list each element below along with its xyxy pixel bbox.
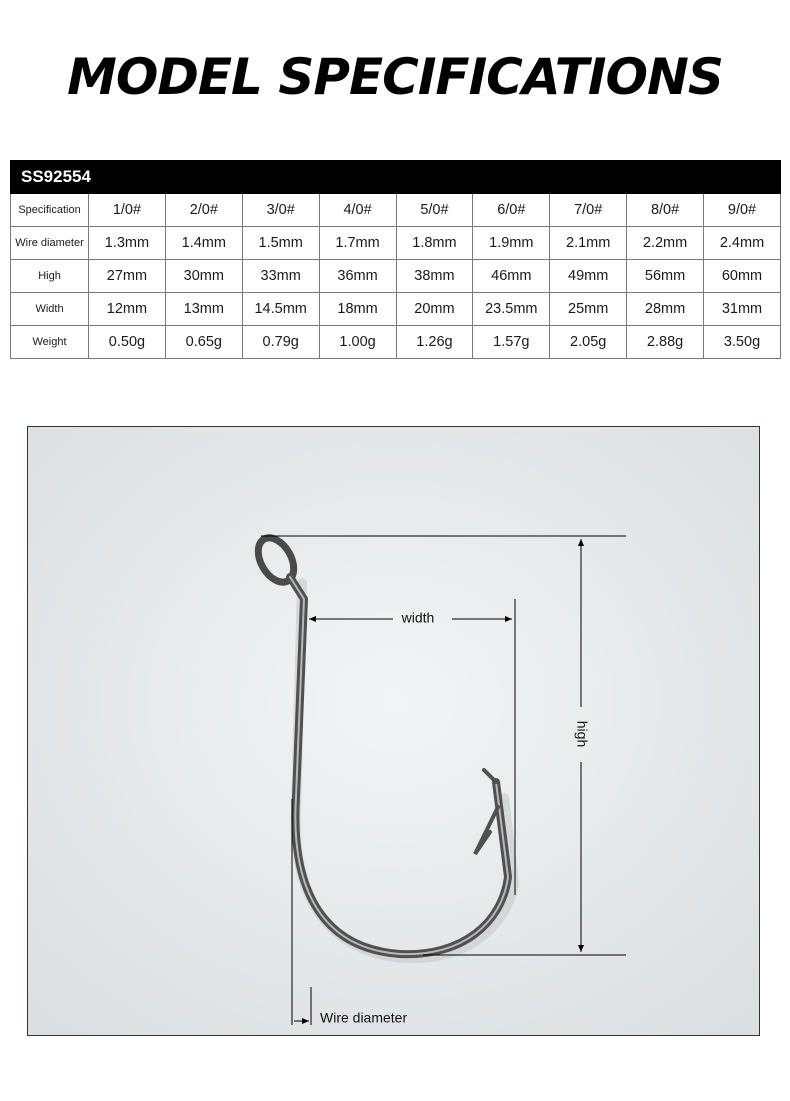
spec-row [11,194,781,227]
hook-diagram [27,426,760,1036]
spec-cell: 3/0# [242,194,319,227]
spec-cell: 5/0# [396,194,473,227]
spec-cell: 18mm [319,293,396,326]
spec-table [10,160,781,359]
spec-cell: 1.9mm [473,227,550,260]
spec-cell: 2.2mm [627,227,704,260]
spec-cell: 30mm [165,260,242,293]
spec-cell: 4/0# [319,194,396,227]
spec-cell: 0.79g [242,326,319,359]
spec-cell: 1.4mm [165,227,242,260]
spec-cell: 1.26g [396,326,473,359]
spec-cell: 1.7mm [319,227,396,260]
spec-cell: 9/0# [704,194,781,227]
spec-cell: 1.00g [319,326,396,359]
spec-cell: 1.5mm [242,227,319,260]
row-label: Weight [11,326,89,359]
spec-cell: 33mm [242,260,319,293]
spec-cell: 12mm [89,293,166,326]
wire-diameter-label: Wire diameter [320,1009,408,1026]
high-label: high [574,720,591,748]
spec-cell: 38mm [396,260,473,293]
spec-cell: 14.5mm [242,293,319,326]
spec-cell: 0.50g [89,326,166,359]
spec-cell: 2.05g [550,326,627,359]
photo-background [28,427,760,1036]
spec-cell: 46mm [473,260,550,293]
spec-cell: 1/0# [89,194,166,227]
spec-cell: 36mm [319,260,396,293]
spec-cell: 6/0# [473,194,550,227]
spec-cell: 31mm [704,293,781,326]
spec-row [11,260,781,293]
spec-row [11,326,781,359]
model-header-row [11,161,781,194]
spec-cell: 7/0# [550,194,627,227]
spec-cell: 8/0# [627,194,704,227]
spec-cell: 2.88g [627,326,704,359]
spec-cell: 56mm [627,260,704,293]
spec-cell: 2.4mm [704,227,781,260]
spec-cell: 1.8mm [396,227,473,260]
spec-cell: 3.50g [704,326,781,359]
spec-cell: 1.3mm [89,227,166,260]
spec-cell: 20mm [396,293,473,326]
spec-row [11,293,781,326]
spec-cell: 60mm [704,260,781,293]
spec-cell: 25mm [550,293,627,326]
page-title: MODEL SPECIFICATIONS [67,48,723,106]
spec-cell: 27mm [89,260,166,293]
row-label: Specification [11,194,89,227]
spec-row [11,227,781,260]
width-label: width [401,609,435,626]
spec-cell: 23.5mm [473,293,550,326]
spec-cell: 28mm [627,293,704,326]
model-number: SS92554 [11,161,781,194]
spec-cell: 2.1mm [550,227,627,260]
row-label: Width [11,293,89,326]
spec-cell: 49mm [550,260,627,293]
spec-cell: 1.57g [473,326,550,359]
spec-cell: 2/0# [165,194,242,227]
spec-cell: 0.65g [165,326,242,359]
spec-cell: 13mm [165,293,242,326]
row-label: Wire diameter [11,227,89,260]
row-label: High [11,260,89,293]
